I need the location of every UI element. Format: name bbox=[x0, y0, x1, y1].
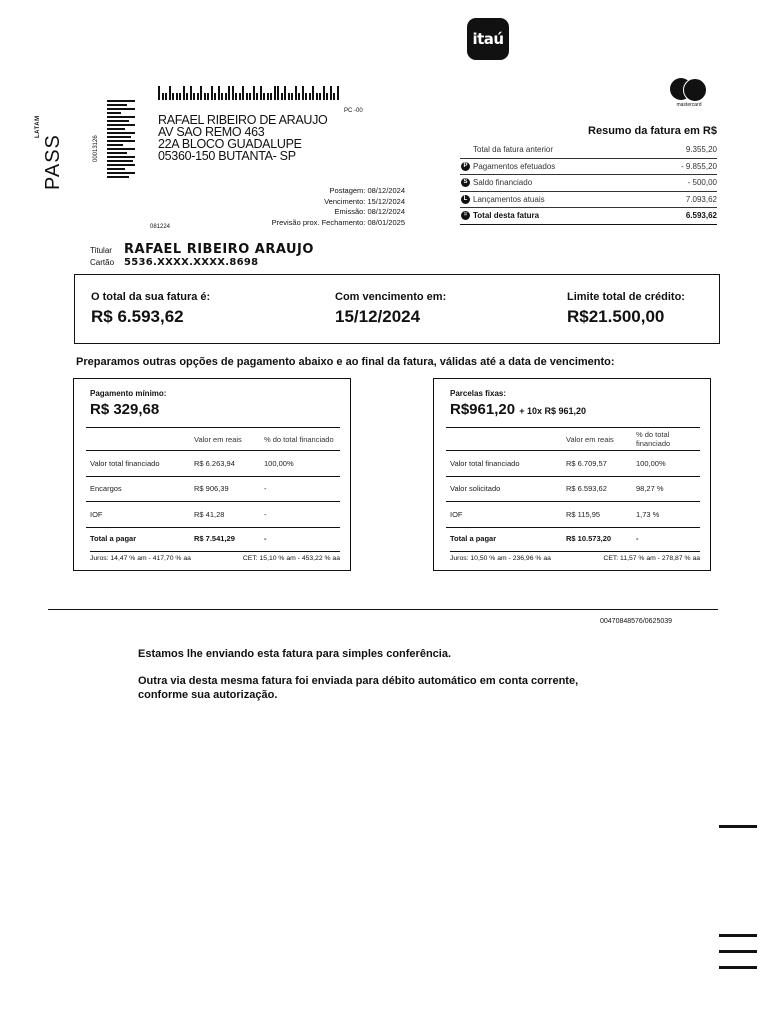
table-header-row bbox=[446, 428, 700, 451]
header-empty bbox=[86, 428, 190, 451]
barcode-bar bbox=[107, 144, 123, 146]
itau-logo bbox=[467, 18, 509, 60]
resumo-title: Resumo da fatura em R$ bbox=[588, 125, 717, 137]
cell: - bbox=[260, 502, 340, 528]
parcelas-fixas-box bbox=[433, 378, 711, 571]
barcode-bar bbox=[107, 104, 127, 106]
barcode-bar bbox=[176, 93, 178, 100]
print-mark bbox=[719, 950, 757, 953]
total-label: O total da sua fatura é: bbox=[91, 291, 211, 303]
barcode-bar bbox=[302, 86, 304, 100]
barcode-bar bbox=[263, 93, 265, 100]
cell: R$ 41,28 bbox=[190, 502, 260, 528]
cell: Valor total financiado bbox=[446, 451, 562, 477]
barcode-bar bbox=[107, 152, 127, 154]
resumo-value: 7.093,62 bbox=[685, 194, 717, 204]
barcode-bar bbox=[186, 93, 188, 100]
cell: R$ 7.541,29 bbox=[194, 534, 235, 543]
barcode-bar bbox=[284, 86, 286, 100]
cell: Total a pagar bbox=[450, 534, 497, 543]
barcode-bar bbox=[179, 93, 181, 100]
minimo-juros: Juros: 14,47 % am - 417,70 % aa bbox=[90, 555, 191, 562]
resumo-value: - 500,00 bbox=[687, 178, 717, 188]
resumo-row bbox=[460, 192, 717, 209]
barcode-bar bbox=[193, 93, 195, 100]
resumo-table bbox=[460, 142, 717, 225]
limite-label: Limite total de crédito: bbox=[567, 291, 685, 303]
resumo-label: Pagamentos efetuados bbox=[473, 161, 556, 171]
latam-logo-small-text: LATAM bbox=[35, 115, 41, 138]
barcode-bar bbox=[107, 172, 135, 174]
minimo-title: Pagamento mínimo: bbox=[90, 389, 167, 398]
postagem-date: Postagem: 08/12/2024 bbox=[329, 186, 405, 195]
resumo-label: Lançamentos atuais bbox=[473, 194, 545, 204]
reference-code: 00470848576/0625039 bbox=[600, 618, 673, 625]
parcelas-title: Parcelas fixas: bbox=[450, 389, 507, 398]
barcode-bar bbox=[330, 86, 332, 100]
barcode-bar bbox=[337, 86, 339, 100]
cell: R$ 115,95 bbox=[562, 502, 632, 528]
card-number: 5536.XXXX.XXXX.8698 bbox=[124, 257, 259, 268]
barcode-bar bbox=[197, 93, 199, 100]
limite-value: R$21.500,00 bbox=[567, 307, 665, 326]
address-name: RAFAEL RIBEIRO DE ARAUJO bbox=[158, 113, 328, 127]
mastercard-logo bbox=[668, 78, 708, 112]
cell: - bbox=[260, 476, 340, 502]
lancamentos-icon: L bbox=[461, 195, 470, 204]
table-header-row bbox=[86, 428, 340, 451]
barcode-bar bbox=[316, 93, 318, 100]
resumo-total-row bbox=[460, 208, 717, 225]
cell: - bbox=[636, 534, 639, 543]
saldo-icon: S bbox=[461, 178, 470, 187]
card-holder bbox=[90, 244, 314, 269]
barcode-bar bbox=[253, 86, 255, 100]
barcode-bar bbox=[274, 86, 276, 100]
barcode-bar bbox=[107, 124, 135, 126]
barcode-bar bbox=[107, 156, 135, 158]
table-row bbox=[86, 476, 340, 502]
cell: 1,73 % bbox=[632, 502, 700, 528]
parcelas-value-wrap bbox=[450, 401, 586, 418]
mailing-address bbox=[158, 114, 327, 162]
resumo-label: Total desta fatura bbox=[473, 211, 540, 221]
barcode-bar bbox=[281, 93, 283, 100]
limite-col bbox=[567, 291, 685, 327]
address-complement: 22A BLOCO GUADALUPE bbox=[158, 137, 302, 151]
mastercard-circle-right bbox=[683, 78, 707, 102]
barcode-bar bbox=[204, 93, 206, 100]
parcelas-value: R$961,20 bbox=[450, 401, 516, 418]
header-percent: % do total financiado bbox=[260, 428, 340, 451]
cell: R$ 6.263,94 bbox=[190, 451, 260, 477]
resumo-value: 6.593,62 bbox=[685, 211, 717, 221]
cell: R$ 10.573,20 bbox=[566, 534, 612, 543]
barcode-bar bbox=[162, 93, 164, 100]
barcode-bar bbox=[107, 120, 129, 122]
vencimento-date: Vencimento: 15/12/2024 bbox=[324, 196, 405, 206]
barcode-bar bbox=[225, 93, 227, 100]
print-mark bbox=[719, 934, 757, 937]
barcode-bar bbox=[107, 100, 135, 102]
barcode-bar bbox=[107, 160, 133, 162]
print-mark bbox=[719, 825, 757, 828]
address-street: AV SAO REMO 463 bbox=[158, 125, 265, 139]
barcode-bar bbox=[239, 93, 241, 100]
barcode-bar bbox=[288, 93, 290, 100]
barcode-bar bbox=[232, 86, 234, 100]
invoice-summary-box bbox=[74, 274, 720, 344]
barcode-bar bbox=[319, 93, 321, 100]
minimo-value: R$ 329,68 bbox=[90, 401, 160, 418]
barcode-bar bbox=[218, 86, 220, 100]
minimo-table bbox=[86, 427, 340, 550]
cell: - bbox=[264, 534, 267, 543]
barcode-bar bbox=[207, 93, 209, 100]
resumo-row bbox=[460, 159, 717, 176]
minimo-cet: CET: 15,10 % am - 453,22 % aa bbox=[242, 555, 340, 562]
vencimento-value: 15/12/2024 bbox=[335, 307, 421, 326]
barcode-bar bbox=[211, 86, 213, 100]
equals-icon: = bbox=[461, 211, 470, 220]
cell: Total a pagar bbox=[90, 534, 137, 543]
barcode-bar bbox=[246, 93, 248, 100]
barcode-bar bbox=[260, 86, 262, 100]
resumo-row bbox=[460, 175, 717, 192]
vencimento-label: Com vencimento em: bbox=[335, 291, 447, 303]
cell: R$ 6.709,57 bbox=[562, 451, 632, 477]
barcode-bar bbox=[107, 128, 125, 130]
barcode-bar bbox=[228, 86, 230, 100]
barcode-bar bbox=[107, 176, 129, 178]
table-row bbox=[446, 451, 700, 477]
mastercard-text: mastercard bbox=[676, 102, 702, 108]
barcode-bar bbox=[183, 86, 185, 100]
cell: Encargos bbox=[86, 476, 190, 502]
barcode-bar bbox=[169, 86, 171, 100]
table-row bbox=[446, 476, 700, 502]
resumo-label: Total da fatura anterior bbox=[473, 145, 554, 155]
barcode-bar bbox=[295, 86, 297, 100]
barcode-bar bbox=[270, 93, 272, 100]
barcode-bar bbox=[326, 93, 328, 100]
small-code: 081224 bbox=[150, 224, 171, 230]
total-value: R$ 6.593,62 bbox=[91, 307, 184, 326]
cell: IOF bbox=[86, 502, 190, 528]
divider-line bbox=[48, 609, 718, 610]
previsao-date: Previsão prox. Fechamento: 08/01/2025 bbox=[271, 217, 405, 227]
barcode-bar bbox=[107, 108, 135, 110]
barcode-bar bbox=[312, 86, 314, 100]
table-total-row bbox=[446, 527, 700, 550]
invoice-dates bbox=[210, 186, 405, 228]
barcode-bar bbox=[267, 93, 269, 100]
cartao-label: Cartão bbox=[90, 258, 115, 267]
barcode-bar bbox=[214, 93, 216, 100]
table-row bbox=[446, 502, 700, 528]
message-block bbox=[138, 675, 638, 702]
barcode-bar bbox=[165, 93, 167, 100]
message-line-1: Estamos lhe enviando esta fatura para simples conferência. bbox=[138, 648, 452, 660]
message-line-3: conforme sua autorização. bbox=[138, 688, 278, 701]
barcode-bar bbox=[107, 136, 131, 138]
address-city: 05360-150 BUTANTA- SP bbox=[158, 149, 296, 163]
cell: Valor solicitado bbox=[446, 476, 562, 502]
header-percent: % do total financiado bbox=[632, 428, 700, 451]
cell: Valor total financiado bbox=[86, 451, 190, 477]
barcode-bar bbox=[333, 93, 335, 100]
barcode-bar bbox=[107, 116, 135, 118]
barcode-bar bbox=[256, 93, 258, 100]
cell: R$ 6.593,62 bbox=[562, 476, 632, 502]
header-empty bbox=[446, 428, 562, 451]
latam-pass-logo bbox=[26, 115, 64, 194]
header-valor: Valor em reais bbox=[190, 428, 260, 451]
resumo-row bbox=[460, 142, 717, 159]
barcode-bar bbox=[298, 93, 300, 100]
parcelas-juros: Juros: 10,50 % am - 236,96 % aa bbox=[450, 555, 551, 562]
table-row bbox=[86, 502, 340, 528]
resumo-value: - 9.855,20 bbox=[680, 161, 717, 171]
total-col bbox=[91, 291, 210, 327]
barcode-bar bbox=[158, 86, 160, 100]
side-barcode bbox=[107, 100, 135, 178]
barcode-bar bbox=[235, 93, 237, 100]
barcode-bar bbox=[291, 93, 293, 100]
barcode-bar bbox=[249, 93, 251, 100]
titular-label: Titular bbox=[90, 246, 112, 255]
cell: R$ 906,39 bbox=[190, 476, 260, 502]
cell: 98,27 % bbox=[632, 476, 700, 502]
pagamento-minimo-box bbox=[73, 378, 351, 571]
pc-code: PC -00 bbox=[344, 108, 363, 114]
barcode-bar bbox=[107, 140, 135, 142]
cell: 100,00% bbox=[260, 451, 340, 477]
parcelas-rates bbox=[450, 551, 700, 562]
parcelas-extra: + 10x R$ 961,20 bbox=[519, 406, 587, 416]
message-line-2: Outra via desta mesma fatura foi enviada para débito automático em conta corrente, bbox=[138, 675, 579, 687]
barcode-bar bbox=[107, 148, 135, 150]
barcode-bar bbox=[172, 93, 174, 100]
barcode-bar bbox=[107, 168, 125, 170]
side-code: 00013126 bbox=[93, 135, 99, 162]
resumo-label: Saldo financiado bbox=[473, 178, 533, 188]
itau-logo-text: itaú bbox=[472, 30, 504, 48]
barcode-bar bbox=[277, 86, 279, 100]
vencimento-col bbox=[335, 291, 446, 327]
barcode-bar bbox=[221, 93, 223, 100]
pagamentos-icon: P bbox=[461, 162, 470, 171]
barcode-bar bbox=[107, 132, 135, 134]
latam-logo-big-text: PASS bbox=[42, 134, 64, 190]
parcelas-table bbox=[446, 427, 700, 550]
cell: 100,00% bbox=[632, 451, 700, 477]
titular-name: RAFAEL RIBEIRO ARAUJO bbox=[124, 242, 314, 257]
barcode-bar bbox=[242, 86, 244, 100]
barcode-bar bbox=[305, 93, 307, 100]
barcode-bar bbox=[200, 86, 202, 100]
table-row bbox=[86, 451, 340, 477]
barcode-bar bbox=[309, 93, 311, 100]
barcode-bar bbox=[190, 86, 192, 100]
postal-barcode bbox=[158, 86, 364, 100]
parcelas-cet: CET: 11,57 % am - 278,87 % aa bbox=[603, 555, 700, 562]
cell: IOF bbox=[446, 502, 562, 528]
minimo-rates bbox=[90, 551, 340, 562]
resumo-value: 9.355,20 bbox=[685, 145, 717, 155]
barcode-bar bbox=[107, 112, 121, 114]
header-valor: Valor em reais bbox=[562, 428, 632, 451]
barcode-bar bbox=[107, 164, 135, 166]
print-mark bbox=[719, 966, 757, 969]
barcode-bar bbox=[323, 86, 325, 100]
table-total-row bbox=[86, 527, 340, 550]
payment-options-text: Preparamos outras opções de pagamento abaixo e ao final da fatura, válidas até a data de vencimento: bbox=[76, 356, 615, 368]
emissao-date: Emissão: 08/12/2024 bbox=[334, 207, 405, 216]
